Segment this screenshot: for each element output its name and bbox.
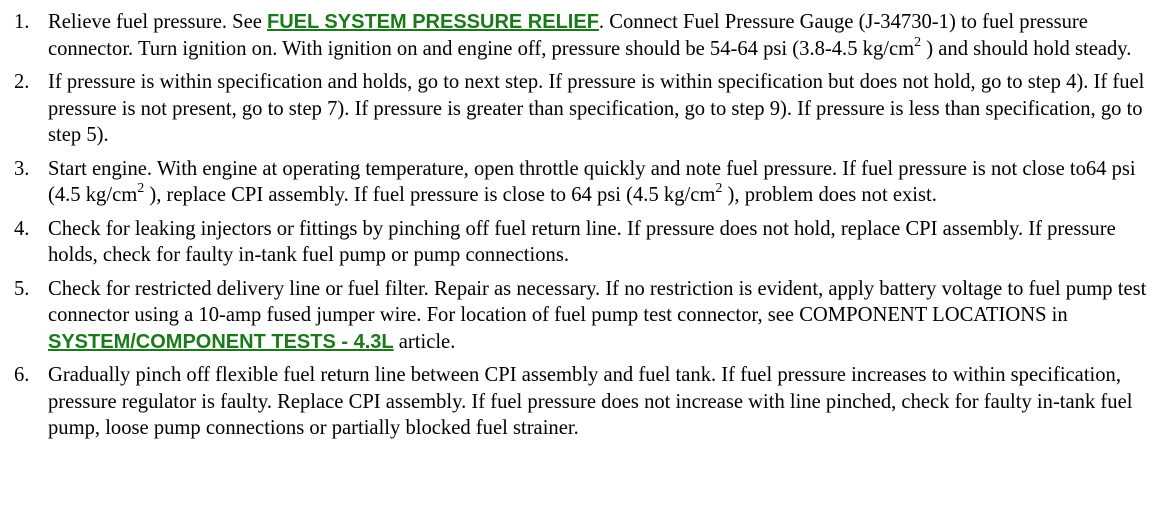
step-text: . Connect Fuel Pressure Gauge (J-34730-1) to fuel pressure connector. Turn ignition on. With ignition on and engine off, pressure should be 54-64 psi (3.8-4.5 kg/cm <box>48 11 1088 60</box>
superscript: 2 <box>137 181 145 196</box>
step-4 <box>0 216 1170 269</box>
step-2 <box>0 69 1170 149</box>
step-number: 4. <box>14 217 30 240</box>
fuel-system-pressure-relief-link[interactable]: FUEL SYSTEM PRESSURE RELIEF <box>267 11 599 33</box>
step-text: ) and should hold steady. <box>921 37 1132 60</box>
step-text: article. <box>393 330 456 353</box>
step-text: Start engine. With engine at operating temperature, open throttle quickly and note fuel pressure. If fuel pressure is not close to64 psi (4.5 kg/cm <box>48 157 1136 206</box>
step-3 <box>0 156 1170 209</box>
step-text: Check for leaking injectors or fittings by pinching off fuel return line. If pressure does not hold, replace CPI assembly. If pressure holds, check for faulty in-tank fuel pump or pump connections. <box>48 217 1116 266</box>
step-text: ), problem does not exist. <box>722 184 937 206</box>
system-component-tests-link[interactable]: SYSTEM/COMPONENT TESTS - 4.3L <box>48 330 394 353</box>
superscript: 2 <box>914 34 922 50</box>
step-text: Gradually pinch off flexible fuel return line between CPI assembly and fuel tank. If fuel pressure increases to within specification, pressure regulator is faulty. Replace CPI assembly. If fuel pressure does not increase with line pinched, check for faulty in-tank fuel pump, loose pump connections or partially blocked fuel strainer. <box>48 364 1133 439</box>
step-text: Relieve fuel pressure. See <box>48 11 268 33</box>
step-5 <box>0 276 1170 356</box>
step-number: 1. <box>14 11 30 33</box>
step-number: 5. <box>14 277 30 300</box>
step-text: Check for restricted delivery line or fuel filter. Repair as necessary. If no restriction is evident, apply battery voltage to fuel pump test connector using a 10-amp fused jumper wire. For location of fuel pump test connector, see COMPONENT LOCATIONS in <box>48 277 1147 326</box>
superscript: 2 <box>715 181 723 196</box>
step-1 <box>0 9 1170 62</box>
step-6 <box>0 362 1170 442</box>
step-number: 2. <box>14 71 30 93</box>
step-text: ), replace CPI assembly. If fuel pressure is close to 64 psi (4.5 kg/cm <box>144 184 716 206</box>
step-number: 6. <box>14 364 30 386</box>
step-number: 3. <box>14 157 30 180</box>
step-text: If pressure is within specification and holds, go to next step. If pressure is within specification but does not hold, go to step 4). If fuel pressure is not present, go to step 7). If pressure is greater than specification, go to step 9). If pressure is less than specification, go to step 5). <box>48 71 1145 146</box>
